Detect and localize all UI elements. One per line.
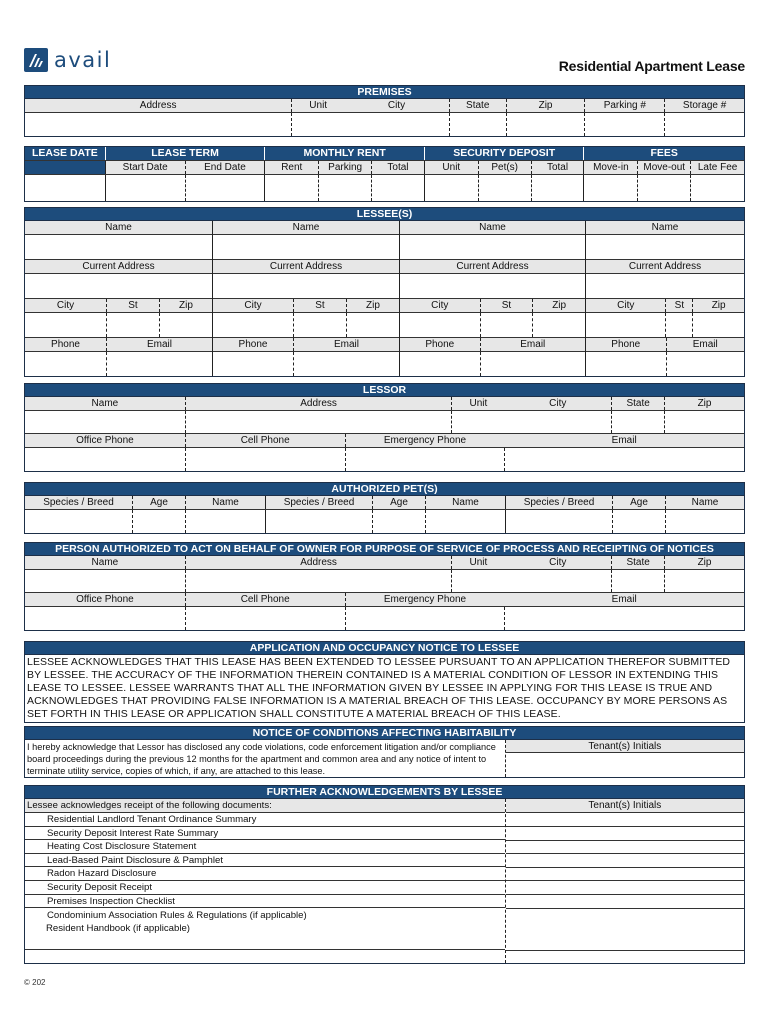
premises-storage-field[interactable] [664, 113, 744, 136]
lessee-address-field[interactable] [213, 274, 399, 299]
agent-office-phone-field[interactable] [25, 607, 185, 630]
lessee-zip-field[interactable] [692, 313, 744, 337]
end-date-label: End Date [185, 161, 265, 174]
lessee-zip-label: Zip [532, 299, 585, 312]
habitability-text: I hereby acknowledge that Lessor has disclosed any code violations, code enforcement litigation and/or compliance board proceedings during the previous 12 months for the apartment and common area and any notice of intent to terminate utility service, copies of which, if any, are attached to this lease. [27, 742, 496, 776]
lessee-email-label: Email [106, 338, 212, 351]
lessee-city-field[interactable] [25, 313, 106, 337]
lessor-emergency-phone-label: Emergency Phone [345, 434, 505, 447]
pet-species-field[interactable] [265, 510, 372, 533]
lessee-st-field[interactable] [106, 313, 159, 337]
pet-age-field[interactable] [372, 510, 425, 533]
lessee-name-field[interactable] [213, 235, 399, 260]
initials-field[interactable] [506, 854, 744, 868]
lessee-city-field[interactable] [213, 313, 293, 337]
lessee-st-label: St [106, 299, 159, 312]
pet-age-label: Age [612, 496, 665, 509]
deposit-pets-label: Pet(s) [478, 161, 531, 174]
deposit-unit-label: Unit [424, 161, 478, 174]
agent-emergency-phone-label: Emergency Phone [345, 593, 505, 606]
rent-total-label: Total [371, 161, 424, 174]
lessor-unit-field[interactable] [451, 411, 504, 433]
lessor-zip-label: Zip [664, 397, 744, 410]
premises-header: PREMISES [25, 86, 744, 99]
late-fee-label: Late Fee [690, 161, 744, 174]
lessee-zip-label: Zip [692, 299, 744, 312]
lessee-st-label: St [480, 299, 533, 312]
agent-state-label: State [611, 556, 664, 569]
premises-unit-label: Unit [291, 99, 344, 112]
initials-field[interactable] [506, 881, 744, 895]
lessee-city-label: City [617, 300, 635, 311]
pet-name-field[interactable] [185, 510, 265, 533]
copyright: © 202 [24, 978, 46, 987]
lessor-address-field[interactable] [185, 411, 452, 433]
lessee-column [585, 221, 744, 376]
lessee-address-label: Current Address [628, 261, 702, 272]
lessee-email-field[interactable] [106, 352, 212, 376]
agent-city-label: City [549, 557, 567, 568]
lessor-name-label: Name [91, 398, 119, 409]
initials-field[interactable] [506, 827, 744, 841]
lessor-email-label: Email [611, 435, 637, 446]
authorized-agent-header: PERSON AUTHORIZED TO ACT ON BEHALF OF OWNER FOR PURPOSE OF SERVICE OF PROCESS AND RECEIPTING OF NOTICES [25, 543, 744, 556]
parking-rent-field[interactable] [318, 175, 371, 201]
pet-age-field[interactable] [612, 510, 665, 533]
premises-parking-field[interactable] [584, 113, 664, 136]
pet-age-label: Age [132, 496, 185, 509]
lessee-city-field[interactable] [400, 313, 480, 337]
application-notice-section [24, 641, 745, 723]
avail-logo [24, 48, 111, 72]
move-out-fee-label: Move-out [637, 161, 690, 174]
agent-zip-field[interactable] [664, 570, 744, 592]
lease-term-header: LEASE TERM [105, 147, 265, 160]
rent-label: Rent [264, 161, 318, 174]
document-item: Security Deposit Receipt [25, 881, 505, 895]
lessee-name-label: Name [105, 222, 132, 233]
lessee-address-label: Current Address [82, 261, 155, 272]
lessee-name-label: Name [479, 222, 506, 233]
agent-unit-label: Unit [451, 556, 504, 569]
deposit-total-field[interactable] [531, 175, 584, 201]
document-item: Radon Hazard Disclosure [25, 867, 505, 881]
application-notice-header: APPLICATION AND OCCUPANCY NOTICE TO LESSEE [25, 642, 744, 655]
lessee-st-field[interactable] [665, 313, 692, 337]
lessee-st-field[interactable] [293, 313, 346, 337]
lease-date-header: LEASE DATE [32, 147, 98, 159]
agent-cell-phone-field[interactable] [185, 607, 345, 630]
lessee-phone-label: Phone [238, 339, 268, 350]
lessee-address-field[interactable] [586, 274, 744, 299]
move-in-fee-label: Move-in [583, 161, 637, 174]
pet-species-label: Species / Breed [505, 496, 612, 509]
agent-state-field[interactable] [611, 570, 664, 592]
documents-intro: Lessee acknowledges receipt of the following documents: [25, 799, 505, 813]
pet-name-label: Name [665, 496, 744, 509]
agent-email-field[interactable] [504, 607, 744, 630]
move-out-fee-field[interactable] [637, 175, 690, 201]
lessee-name-field[interactable] [400, 235, 585, 260]
pets-header: AUTHORIZED PET(S) [25, 483, 744, 496]
document-item: Lead-Based Paint Disclosure & Pamphlet [25, 854, 505, 868]
lessee-email-label: Email [293, 338, 399, 351]
habitability-section [24, 726, 745, 778]
lessee-email-field[interactable] [293, 352, 399, 376]
lessor-address-label: Address [185, 397, 452, 410]
lessee-st-label: St [665, 299, 692, 312]
lessee-address-label: Current Address [269, 261, 343, 272]
document-item: Security Deposit Interest Rate Summary [25, 827, 505, 841]
document-item: Condominium Association Rules & Regulations (if applicable) [47, 910, 307, 922]
agent-name-label: Name [91, 557, 119, 568]
further-acknowledgements-section [24, 785, 745, 964]
lessee-name-label: Name [292, 222, 320, 233]
lessor-unit-label: Unit [451, 397, 504, 410]
lessee-address-label: Current Address [456, 261, 529, 272]
pet-name-field[interactable] [425, 510, 505, 533]
lessor-state-label: State [611, 397, 664, 410]
lessee-zip-label: Zip [159, 299, 212, 312]
further-initials-label: Tenant(s) Initials [506, 799, 744, 813]
lessees-header: LESSEE(S) [25, 208, 744, 221]
agent-address-field[interactable] [185, 570, 452, 592]
lessee-st-field[interactable] [480, 313, 533, 337]
lessee-email-label: Email [480, 338, 585, 351]
lessee-email-field[interactable] [480, 352, 585, 376]
rent-field[interactable] [264, 175, 318, 201]
premises-city-field[interactable] [344, 113, 449, 136]
document-item: Heating Cost Disclosure Statement [25, 840, 505, 854]
agent-zip-label: Zip [664, 556, 744, 569]
deposit-unit-field[interactable] [424, 175, 478, 201]
security-deposit-header: SECURITY DEPOSIT [424, 147, 584, 160]
logo-text: avail [54, 48, 112, 72]
lessor-section [24, 383, 745, 472]
lessee-city-field[interactable] [586, 313, 665, 337]
lessee-address-field[interactable] [25, 274, 212, 299]
initials-field[interactable] [506, 909, 744, 951]
premises-section [24, 85, 745, 137]
premises-storage-label: Storage # [664, 99, 744, 112]
habitability-initials-label: Tenant(s) Initials [506, 740, 744, 753]
lessor-office-phone-field[interactable] [25, 448, 185, 471]
lessor-email-field[interactable] [504, 448, 744, 471]
lessor-cell-phone-label: Cell Phone [185, 434, 345, 447]
lessee-zip-field[interactable] [159, 313, 212, 337]
end-date-field[interactable] [185, 175, 265, 201]
pet-species-field[interactable] [25, 510, 132, 533]
lessee-zip-field[interactable] [346, 313, 399, 337]
document-title: Residential Apartment Lease [558, 58, 745, 74]
habitability-initials-field[interactable] [506, 753, 744, 776]
document-item: Resident Handbook (if applicable) [46, 923, 190, 935]
lessee-column [399, 221, 585, 376]
logo-mark-icon [24, 48, 48, 72]
terms-section [24, 146, 745, 202]
lessee-zip-field[interactable] [532, 313, 585, 337]
monthly-rent-header: MONTHLY RENT [264, 147, 424, 160]
agent-address-label: Address [185, 556, 452, 569]
deposit-pets-field[interactable] [478, 175, 531, 201]
start-date-field[interactable] [105, 175, 185, 201]
lessee-name-field[interactable] [25, 235, 212, 260]
deposit-total-label: Total [531, 161, 584, 174]
pet-age-field[interactable] [132, 510, 185, 533]
lessee-column [25, 221, 212, 376]
premises-address-label: Address [139, 100, 177, 111]
lessee-city-label: City [431, 300, 449, 311]
application-notice-text: LESSEE ACKNOWLEDGES THAT THIS LEASE HAS BEEN EXTENDED TO LESSEE PURSUANT TO AN APPLICATION THEREFOR SUBMITTED BY LESSEE. THE ACCURACY OF THE INFORMATION THEREIN CONTAINED IS A MATERIAL CONDITION OF LESSOR IN EXTENDING THIS LEASE TO LESSEE. LESSEE WARRANTS THAT ALL THE INFORMATION GIVEN BY LESSEE IN APPLYING FOR THIS LEASE IS TRUE AND ACKNOWLEDGES THAT PROVIDING FALSE INFORMATION IS A MATERIAL BREACH OF THIS LEASE. OCCUPANCY BY MORE PERSONS AS SET FORTH IN THIS LEASE OR APPLICATION SHALL CONSTITUTE A MATERIAL BREACH OF THIS LEASE. [27, 656, 731, 720]
pet-name-field[interactable] [665, 510, 744, 533]
premises-state-label: State [449, 99, 506, 112]
premises-zip-label: Zip [506, 99, 585, 112]
move-in-fee-field[interactable] [583, 175, 637, 201]
premises-parking-label: Parking # [584, 99, 664, 112]
lessor-cell-phone-field[interactable] [185, 448, 345, 471]
fees-header: FEES [583, 147, 744, 160]
initials-field[interactable] [506, 868, 744, 882]
lessee-phone-label: Phone [51, 339, 80, 350]
lessee-email-label: Email [666, 338, 745, 351]
start-date-label: Start Date [105, 161, 185, 174]
lessee-phone-label: Phone [425, 339, 455, 350]
document-item: Premises Inspection Checklist [25, 895, 505, 909]
lessee-phone-label: Phone [611, 339, 641, 350]
lessee-column [212, 221, 399, 376]
lessor-city-field[interactable] [504, 411, 611, 433]
further-acknowledgements-header: FURTHER ACKNOWLEDGEMENTS BY LESSEE [25, 786, 744, 799]
lessee-phone-field[interactable] [213, 352, 293, 376]
lessee-phone-field[interactable] [400, 352, 480, 376]
pet-species-field[interactable] [505, 510, 612, 533]
lessee-name-field[interactable] [586, 235, 744, 260]
lessee-city-label: City [56, 300, 75, 311]
agent-office-phone-label: Office Phone [76, 594, 134, 605]
premises-unit-field[interactable] [291, 113, 344, 136]
agent-unit-field[interactable] [451, 570, 504, 592]
parking-rent-label: Parking [318, 161, 371, 174]
lessor-header: LESSOR [25, 384, 744, 397]
agent-emergency-phone-field[interactable] [345, 607, 505, 630]
lessee-name-label: Name [651, 222, 679, 233]
initials-field[interactable] [506, 813, 744, 827]
agent-email-label: Email [611, 594, 637, 605]
premises-address-field[interactable] [25, 113, 291, 136]
lessor-city-label: City [549, 398, 567, 409]
rent-total-field[interactable] [371, 175, 424, 201]
lessor-state-field[interactable] [611, 411, 664, 433]
lessor-office-phone-label: Office Phone [76, 435, 134, 446]
lease-date-field[interactable] [25, 175, 105, 201]
pet-name-label: Name [425, 496, 505, 509]
lessee-phone-field[interactable] [25, 352, 106, 376]
lessor-zip-field[interactable] [664, 411, 744, 433]
lessees-section [24, 207, 745, 377]
lessee-address-field[interactable] [400, 274, 585, 299]
initials-field[interactable] [506, 895, 744, 909]
authorized-agent-section [24, 542, 745, 631]
lessee-phone-field[interactable] [586, 352, 666, 376]
pet-species-label: Species / Breed [265, 496, 372, 509]
initials-field[interactable] [506, 841, 744, 855]
habitability-header: NOTICE OF CONDITIONS AFFECTING HABITABILITY [25, 727, 744, 740]
premises-zip-field[interactable] [506, 113, 585, 136]
lessor-name-field[interactable] [25, 411, 185, 433]
late-fee-field[interactable] [690, 175, 744, 201]
agent-city-field[interactable] [504, 570, 611, 592]
agent-name-field[interactable] [25, 570, 185, 592]
premises-city-label: City [387, 100, 406, 111]
pets-section [24, 482, 745, 534]
lessee-zip-label: Zip [346, 299, 399, 312]
lessee-email-field[interactable] [666, 352, 745, 376]
document-item: Residential Landlord Tenant Ordinance Summary [25, 813, 505, 827]
premises-state-field[interactable] [449, 113, 506, 136]
lessor-emergency-phone-field[interactable] [345, 448, 505, 471]
lessee-st-label: St [293, 299, 346, 312]
pet-species-label: Species / Breed [43, 497, 114, 508]
agent-cell-phone-label: Cell Phone [185, 593, 345, 606]
pet-name-label: Name [185, 496, 265, 509]
pet-age-label: Age [372, 496, 425, 509]
lessee-city-label: City [244, 300, 262, 311]
